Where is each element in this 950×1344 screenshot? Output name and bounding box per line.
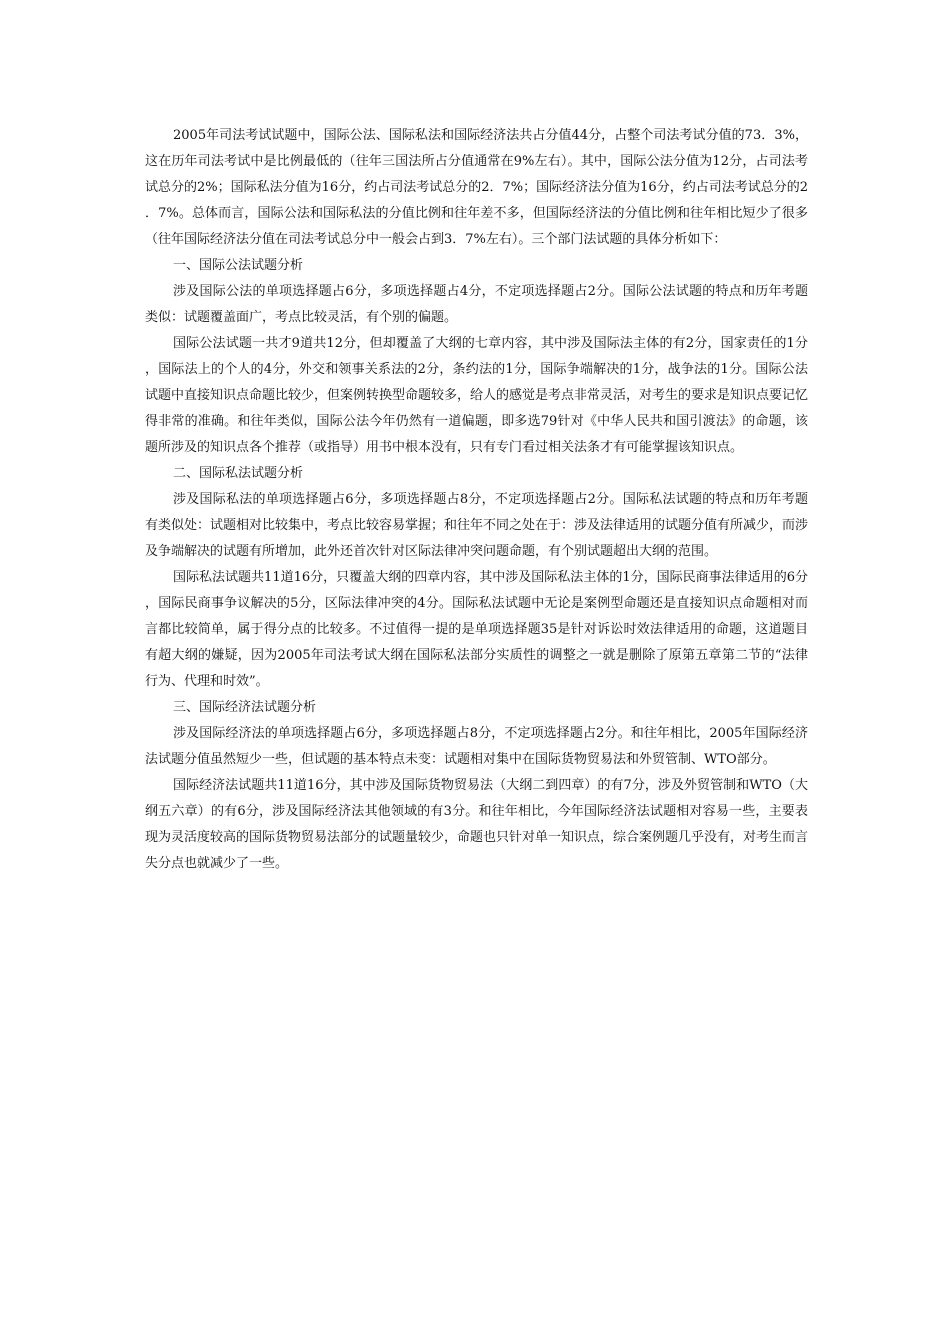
section-heading-private-law: 二、国际私法试题分析 (173, 466, 304, 481)
intro-paragraph: 2005年司法考试试题中，国际公法、国际私法和国际经济法共占分值44分，占整个司法考试分值的73．3%，这在历年司法考试中是比例最低的（往年三国法所占分值通常在9%左右）。其中，国际公法分值为12分，占司法考试总分的2%；国际私法分值为16分，约占司法考试总分的2．7%；国际经济法分值为16分，约占司法考试总分的2．7%。总体而言，国际公法和国际私法的分值比例和往年差不多，但国际经济法的分值比例和往年相比短少了很多（往年国际经济法分值在司法考试总分中一般会占到3．7%左右）。三个部门法试题的具体分析如下： (145, 128, 808, 247)
section-heading-economic-law: 三、国际经济法试题分析 (173, 700, 317, 715)
economic-law-paragraph-2: 国际经济法试题共11道16分，其中涉及国际货物贸易法（大纲二到四章）的有7分，涉及外贸管制和WTO（大纲五六章）的有6分，涉及国际经济法其他领域的有3分。和往年相比，今年国际经济法试题相对容易一些，主要表现为灵活度较高的国际货物贸易法部分的试题量较少，命题也只针对单一知识点，综合案例题几乎没有，对考生而言失分点也就减少了一些。 (145, 778, 809, 871)
section-heading-public-law: 一、国际公法试题分析 (173, 258, 304, 273)
public-law-paragraph-2: 国际公法试题一共才9道共12分，但却覆盖了大纲的七章内容，其中涉及国际法主体的有2分，国家责任的1分，国际法上的个人的4分，外交和领事关系法的2分，条约法的1分，国际争端解决的1分，战争法的1分。国际公法试题中直接知识点命题比较少，但案例转换型命题较多，给人的感觉是考点非常灵活，对考生的要求是知识点要记忆得非常的准确。和往年类似，国际公法今年仍然有一道偏题，即多选79针对《中华人民共和国引渡法》的命题，该题所涉及的知识点各个推荐（或指导）用书中根本没有，只有专门看过相关法条才有可能掌握该知识点。 (145, 336, 809, 455)
private-law-paragraph-1: 涉及国际私法的单项选择题占6分，多项选择题占8分，不定项选择题占2分。国际私法试题的特点和历年考题有类似处：试题相对比较集中，考点比较容易掌握；和往年不同之处在于：涉及法律适用的试题分值有所减少，而涉及争端解决的试题有所增加，此外还首次针对区际法律冲突问题命题，有个别试题超出大纲的范围。 (145, 492, 809, 559)
private-law-paragraph-2: 国际私法试题共11道16分，只覆盖大纲的四章内容，其中涉及国际私法主体的1分，国际民商事法律适用的6分，国际民商事争议解决的5分，区际法律冲突的4分。国际私法试题中无论是案例型命题还是直接知识点命题相对而言都比较简单，属于得分点的比较多。不过值得一提的是单项选择题35是针对诉讼时效法律适用的命题，这道题目有超大纲的嫌疑，因为2005年司法考试大纲在国际私法部分实质性的调整之一就是删除了原第五章第二节的“法律行为、代理和时效”。 (145, 570, 808, 689)
public-law-paragraph-1: 涉及国际公法的单项选择题占6分，多项选择题占4分，不定项选择题占2分。国际公法试题的特点和历年考题类似：试题覆盖面广，考点比较灵活，有个别的偏题。 (145, 284, 808, 325)
document-body (145, 123, 808, 877)
economic-law-paragraph-1: 涉及国际经济法的单项选择题占6分，多项选择题占8分，不定项选择题占2分。和往年相比，2005年国际经济法试题分值虽然短少一些，但试题的基本特点未变：试题相对集中在国际货物贸易法和外贸管制、WTO部分。 (145, 726, 808, 767)
